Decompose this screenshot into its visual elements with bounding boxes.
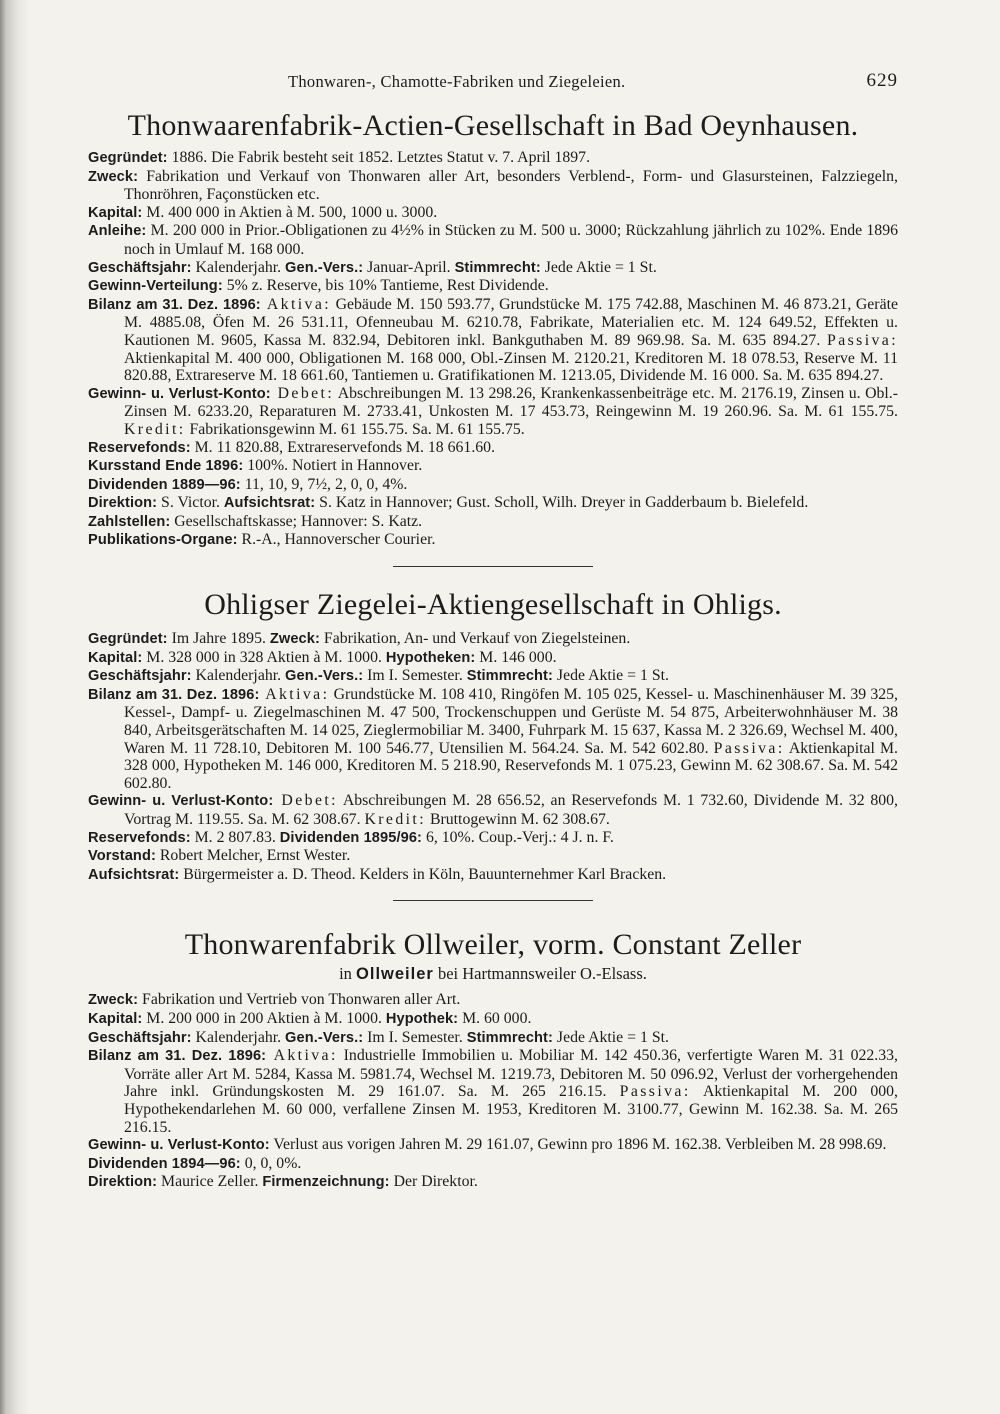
entry-paragraph — [88, 1047, 898, 1136]
spaced-label: Debet: — [270, 384, 335, 402]
field-text: Aktienkapital M. 400 000, Obligationen M. 168 000, Obl.-Zinsen M. 2120.21, Kreditoren M. 18 078.53, Reserve M. 11 820.88, Extrareserve M. 18 661.60, Tantiemen u. Gratifikationen M. 1213.05, Dividende M. 16 000. Sa. M. 635 894.27. — [124, 349, 898, 385]
spaced-label: Aktiva: — [266, 1047, 338, 1065]
field-label: Bilanz am 31. Dez. 1896: — [88, 686, 260, 703]
field-label: Publikations-Organe: — [88, 532, 238, 549]
section-divider — [393, 900, 593, 901]
entry-paragraph — [88, 457, 898, 476]
running-head-title: Thonwaren-, Chamotte-Fabriken und Ziegeleien. — [288, 72, 626, 91]
field-label: Zweck: — [88, 992, 139, 1009]
spaced-label: Passiva: — [827, 331, 898, 349]
section-divider — [393, 566, 593, 567]
field-text: R.-A., Hannoverscher Courier. — [237, 531, 436, 549]
spaced-label: Aktiva: — [260, 295, 332, 313]
field-text: Jede Aktie = 1 St. — [552, 667, 669, 685]
field-text: Fabrikation, An- und Verkauf von Ziegelsteinen. — [319, 630, 631, 648]
field-text: M. 400 000 in Aktien à M. 500, 1000 u. 3000. — [142, 203, 438, 221]
spaced-label: Kredit: — [364, 811, 427, 828]
page-number: 629 — [866, 70, 898, 91]
field-label: Stimmrecht: — [454, 259, 541, 276]
company-subtitle-ollweiler — [88, 964, 898, 984]
field-text: Kalenderjahr. — [191, 1028, 286, 1046]
entry-paragraph — [88, 1173, 898, 1192]
field-label: Kursstand Ende 1896: — [88, 458, 244, 475]
field-label: Stimmrecht: — [466, 668, 553, 685]
field-text: 6, 10%. Coup.-Verj.: 4 J. n. F. — [422, 828, 614, 846]
entry-paragraph — [88, 149, 898, 168]
field-text: Im I. Semester. — [363, 667, 467, 685]
entry-paragraph — [88, 829, 898, 848]
entry-paragraph — [88, 439, 898, 458]
field-label: Dividenden 1895/96: — [279, 829, 423, 846]
field-text: Fabrikationsgewinn M. 61 155.75. Sa. M. 61 155.75. — [185, 420, 525, 438]
field-text: Abschreibungen M. 28 656.52, an Reservefonds M. 1 732.60, Dividende M. 32 800, Vortrag M. 119.55. Sa. M. 62 308.67. — [124, 792, 898, 828]
field-label: Geschäftsjahr: — [88, 668, 192, 685]
field-text: 5% z. Reserve, bis 10% Tantieme, Rest Dividende. — [222, 277, 549, 295]
entry-paragraph — [88, 686, 898, 793]
field-label: Geschäftsjahr: — [88, 259, 192, 276]
entry-paragraph — [88, 630, 898, 649]
field-label: Reservefonds: — [88, 829, 191, 846]
running-head — [88, 68, 898, 94]
entry-paragraph — [88, 494, 898, 513]
field-label: Kapital: — [88, 649, 143, 666]
field-text: Industrielle Immobilien u. Mobiliar M. 142 450.36, verfertigte Waren M. 31 022.33, Vorräte aller Art M. 5284, Kassa M. 5981.74, Wechsel M. 1219.73, Debitoren M. 50 096.92, Verlust der vorhergehenden Jahre inkl. Gründungskosten M. 29 161.07. Sa. M. 265 216.15. — [124, 1047, 898, 1101]
field-label: Anleihe: — [88, 223, 147, 240]
field-text: M. 60 000. — [458, 1009, 532, 1027]
company-entry-oeynhausen — [88, 149, 898, 550]
field-text: Fabrikation und Vertrieb von Thonwaren aller Art. — [138, 991, 461, 1009]
entry-paragraph — [88, 667, 898, 686]
entry-paragraph — [88, 1136, 898, 1155]
entry-paragraph — [88, 1029, 898, 1048]
field-text: S. Katz in Hannover; Gust. Scholl, Wilh. Dreyer in Gadderbaum b. Bielefeld. — [315, 494, 809, 512]
field-label: Vorstand: — [88, 848, 156, 865]
field-label: Hypotheken: — [385, 649, 476, 666]
field-text: M. 2 807.83. — [190, 828, 280, 846]
company-entry-ollweiler — [88, 991, 898, 1192]
field-label: Bilanz am 31. Dez. 1896: — [88, 1048, 267, 1065]
page — [88, 68, 898, 1192]
field-label: Hypothek: — [385, 1010, 459, 1027]
field-text: 0, 0, 0%. — [240, 1154, 302, 1172]
field-label: Gen.-Vers.: — [285, 259, 364, 276]
entry-paragraph — [88, 168, 898, 204]
field-text: Bürgermeister a. D. Theod. Kelders in Köln, Bauunternehmer Karl Bracken. — [179, 865, 667, 883]
field-text: 1886. Die Fabrik besteht seit 1852. Letztes Statut v. 7. April 1897. — [167, 149, 591, 166]
field-label: Gewinn-Verteilung: — [88, 278, 223, 295]
field-text: Abschreibungen M. 13 298.26, Krankenkassenbeiträge etc. M. 2176.19, Zinsen u. Obl.-Zinsen M. 6233.20, Reparaturen M. 2733.41, Unkosten M. 17 453.73, Reingewinn M. 19 260.96. Sa. M. 61 155.75. — [124, 384, 898, 421]
field-label: Gewinn- u. Verlust-Konto: — [88, 385, 271, 402]
field-text: M. 200 000 in 200 Aktien à M. 1000. — [142, 1009, 386, 1027]
field-text: Aktienkapital M. 328 000, Hypotheken M. 146 000, Kreditoren M. 5 218.90, Reservefonds M. 1 075.23, Gewinn M. 62 308.67. Sa. M. 542 602.80. — [124, 739, 898, 792]
field-text: Bruttogewinn M. 62 308.67. — [426, 811, 610, 828]
field-text: Kalenderjahr. — [191, 667, 286, 685]
field-text: Verlust aus vorigen Jahren M. 29 161.07, Gewinn pro 1896 M. 162.38. Verbleiben M. 28 998.69. — [269, 1136, 887, 1154]
field-label: Gegründet: — [88, 631, 168, 648]
field-text: Grundstücke M. 108 410, Ringöfen M. 105 025, Kessel- u. Maschinenhäuser M. 39 325, Kessel-, Dampf- u. Ziegelmaschinen M. 47 500, Trockenschuppen und Gerüste M. 54 875, Arbeiterwohnhäuser M. 38 840, Arbeitsgerätschaften M. 14 025, Zieglermobiliar M. 3400, Fuhrpark M. 15 637, Kassa M. 2 326.69, Wechsel M. 400, Waren M. 11 728.10, Debitoren M. 100 546.77, Utensilien M. 564.24. Sa. M. 542 602.80. — [124, 685, 898, 757]
field-label: Geschäftsjahr: — [88, 1029, 192, 1046]
field-text: M. 11 820.88, Extrareservefonds M. 18 661.60. — [190, 438, 496, 456]
field-text: Aktienkapital M. 200 000, Hypothekendarlehen M. 60 000, verfallene Zinsen M. 1953, Kreditoren M. 3100.77, Gewinn M. 162.38. Sa. M. 265 216.15. — [124, 1083, 898, 1136]
field-text: Im Jahre 1895. — [167, 630, 270, 648]
entry-paragraph — [88, 277, 898, 296]
entry-paragraph — [88, 991, 898, 1010]
company-title-ohligs: Ohligser Ziegelei-Aktiengesellschaft in Ohligs. — [204, 588, 782, 622]
field-label: Gegründet: — [88, 150, 168, 166]
field-label: Dividenden 1889—96: — [88, 476, 241, 493]
entry-paragraph — [88, 204, 898, 223]
field-text: M. 200 000 in Prior.-Obligationen zu 4½% in Stücken zu M. 500 u. 3000; Rückzahlung jährlich zu 102%. Ende 1896 noch in Umlauf M. 168 000. — [124, 222, 898, 258]
entry-paragraph — [88, 513, 898, 532]
company-title-ollweiler: Thonwarenfabrik Ollweiler, vorm. Constant Zeller — [184, 928, 802, 962]
entry-paragraph — [88, 792, 898, 828]
entry-paragraph — [88, 259, 898, 278]
field-text: 100%. Notiert in Hannover. — [243, 457, 423, 475]
field-text: Fabrikation und Verkauf von Thonwaren aller Art, besonders Verblend-, Form- und Glasursteinen, Falzziegeln, Thonröhren, Façonstücken etc. — [124, 167, 898, 204]
entry-paragraph — [88, 1010, 898, 1029]
field-text: S. Victor. — [157, 494, 224, 512]
spaced-label: Passiva: — [713, 739, 785, 757]
field-text: Gebäude M. 150 593.77, Grundstücke M. 175 742.88, Maschinen M. 46 873.21, Geräte M. 4885.08, Öfen M. 26 531.11, Ofenneubau M. 6210.78, Fabrikate, Materialien etc. M. 124 649.52, Effekten u. Kautionen M. 9605, Kassa M. 832.94, Debitoren inkl. Bankguthaben M. 89 969.98. Sa. M. 635 894.27. — [124, 295, 898, 349]
entry-paragraph — [88, 649, 898, 668]
field-text: Im I. Semester. — [363, 1028, 467, 1046]
entry-paragraph — [88, 847, 898, 866]
field-label: Dividenden 1894—96: — [88, 1155, 241, 1172]
field-text: 11, 10, 9, 7½, 2, 0, 0, 4%. — [240, 475, 408, 493]
spaced-label: Kredit: — [124, 420, 186, 438]
field-text: M. 146 000. — [475, 648, 557, 666]
field-text: Kalenderjahr. — [191, 258, 286, 276]
field-label: Zahlstellen: — [88, 513, 171, 530]
field-label: Reservefonds: — [88, 439, 191, 456]
company-entry-ohligs — [88, 630, 898, 884]
field-label: Stimmrecht: — [466, 1029, 553, 1046]
field-label: Bilanz am 31. Dez. 1896: — [88, 296, 261, 313]
subtitle-place: Ollweiler — [356, 965, 434, 984]
field-text: Jede Aktie = 1 St. — [540, 258, 657, 276]
field-label: Direktion: — [88, 1174, 158, 1191]
field-text: Jede Aktie = 1 St. — [552, 1028, 669, 1046]
subtitle-prefix: in — [339, 964, 357, 984]
entry-paragraph — [88, 531, 898, 550]
entry-paragraph — [88, 476, 898, 495]
field-label: Zweck: — [269, 631, 320, 648]
field-label: Firmenzeichnung: — [262, 1174, 390, 1191]
field-label: Kapital: — [88, 204, 143, 221]
field-text: M. 328 000 in 328 Aktien à M. 1000. — [142, 648, 386, 666]
field-label: Kapital: — [88, 1010, 143, 1027]
field-label: Gen.-Vers.: — [285, 668, 364, 685]
entry-paragraph — [88, 1155, 898, 1174]
spaced-label: Aktiva: — [259, 685, 330, 703]
field-label: Gewinn- u. Verlust-Konto: — [88, 793, 274, 810]
field-text: Januar-April. — [363, 258, 455, 276]
field-label: Direktion: — [88, 495, 158, 512]
scan-left-edge — [0, 0, 30, 1414]
subtitle-suffix: bei Hartmannsweiler O.-Elsass. — [433, 964, 647, 984]
field-label: Gewinn- u. Verlust-Konto: — [88, 1137, 270, 1154]
field-label: Aufsichtsrat: — [88, 866, 180, 883]
spaced-label: Passiva: — [619, 1083, 691, 1101]
field-text: Maurice Zeller. — [157, 1173, 263, 1191]
field-text: Der Direktor. — [389, 1173, 478, 1191]
field-text: Robert Melcher, Ernst Wester. — [155, 847, 351, 865]
company-title-oeynhausen: Thonwaarenfabrik-Actien-Gesellschaft in Bad Oeynhausen. — [127, 109, 859, 142]
entry-paragraph — [88, 385, 898, 439]
entry-paragraph — [88, 866, 898, 885]
field-text: Gesellschaftskasse; Hannover: S. Katz. — [170, 512, 423, 530]
entry-paragraph — [88, 222, 898, 258]
entry-paragraph — [88, 296, 898, 385]
field-label: Zweck: — [88, 168, 139, 185]
field-label: Gen.-Vers.: — [285, 1029, 364, 1046]
field-label: Aufsichtsrat: — [223, 495, 316, 512]
spaced-label: Debet: — [273, 792, 338, 810]
